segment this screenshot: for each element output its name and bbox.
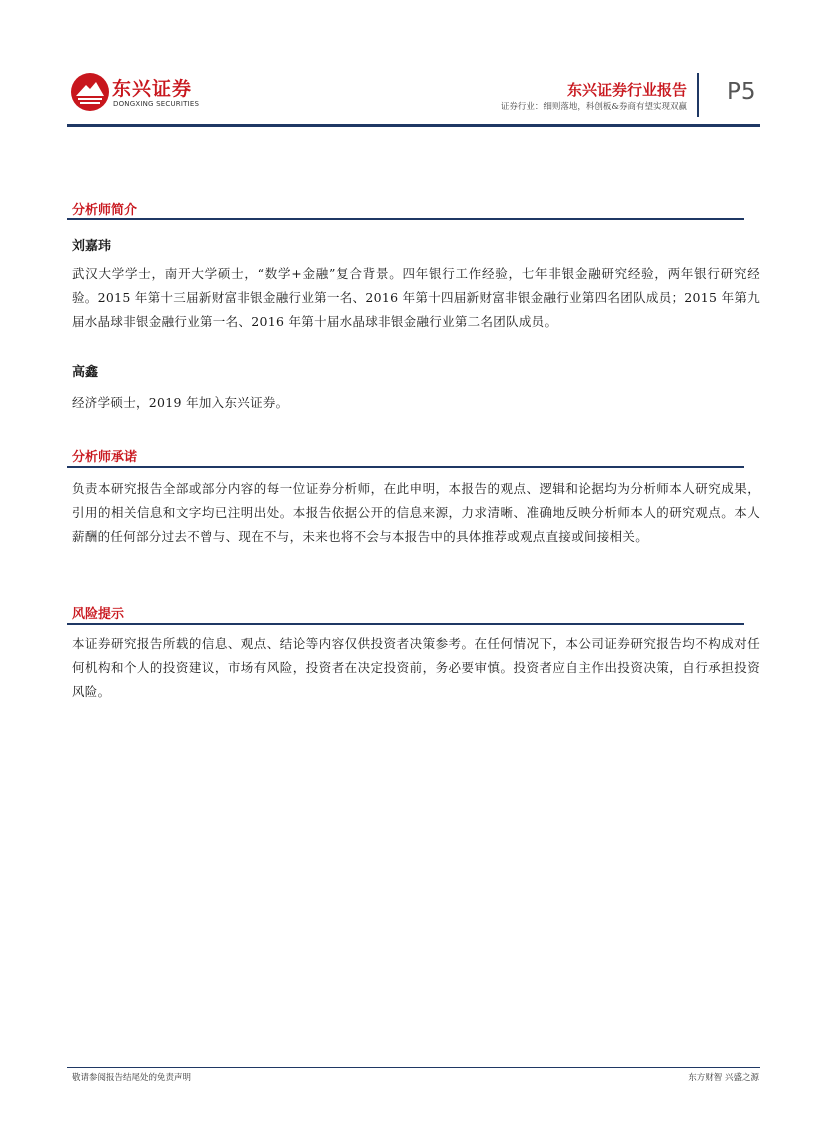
risk-warning-text: 本证券研究报告所载的信息、观点、结论等内容仅供投资者决策参考。在任何情况下，本公司证券研究报告均不构成对任何机构和个人的投资建议，市场有风险，投资者在决定投资前，务必要审慎。投资者应自主作出投资决策，自行承担投资风险。	[72, 636, 760, 699]
section-title-analyst-commitment: 分析师承诺	[72, 450, 138, 465]
logo-text-cn: 东兴证券	[112, 78, 193, 100]
footer-slogan: 东方财智 兴盛之源	[688, 1073, 759, 1083]
commitment-text: 负责本研究报告全部或部分内容的每一位证券分析师，在此申明，本报告的观点、逻辑和论据均为分析师本人研究成果，引用的相关信息和文字均已注明出处。本报告依据公开的信息来源，力求清晰、准确地反映分析师本人的研究观点。本人薪酬的任何部分过去不曾与、现在不与，未来也将不会与本报告中的具体推荐或观点直接或间接相关。	[72, 481, 760, 544]
section-title-risk-warning: 风险提示	[72, 607, 125, 622]
report-title: 东兴证券行业报告	[566, 81, 687, 99]
analyst-name: 高鑫	[72, 365, 99, 380]
header-divider	[697, 73, 699, 117]
logo-mark-icon	[70, 72, 110, 112]
page-number: P5	[727, 79, 756, 105]
section-title-analyst-intro: 分析师简介	[72, 203, 138, 218]
analyst-name: 刘嘉玮	[72, 239, 112, 254]
section-rule-analyst-intro	[67, 218, 744, 220]
analyst-bio: 武汉大学学士，南开大学硕士，“数学+金融”复合背景。四年银行工作经验，七年非银金融研究经验，两年银行研究经验。2015 年第十三届新财富非银金融行业第一名、2016 年第十四届新财富非银金融行业第四名团队成员；2015 年第九届水晶球非银金融行业第一名、2016 年第十届水晶球非银金融行业第二名团队成员。	[72, 266, 760, 329]
company-logo	[70, 72, 220, 114]
section-rule-analyst-commitment	[67, 466, 744, 468]
footer-rule	[67, 1067, 760, 1068]
report-subtitle: 证券行业：细则落地，科创板&券商有望实现双赢	[500, 102, 687, 112]
analyst-bio: 经济学硕士，2019 年加入东兴证券。	[72, 395, 289, 410]
header-rule	[67, 124, 760, 127]
footer-disclaimer-note: 敬请参阅报告结尾处的免责声明	[72, 1073, 192, 1083]
section-rule-risk-warning	[67, 623, 744, 625]
logo-text-en: DONGXING SECURITIES	[113, 100, 200, 108]
